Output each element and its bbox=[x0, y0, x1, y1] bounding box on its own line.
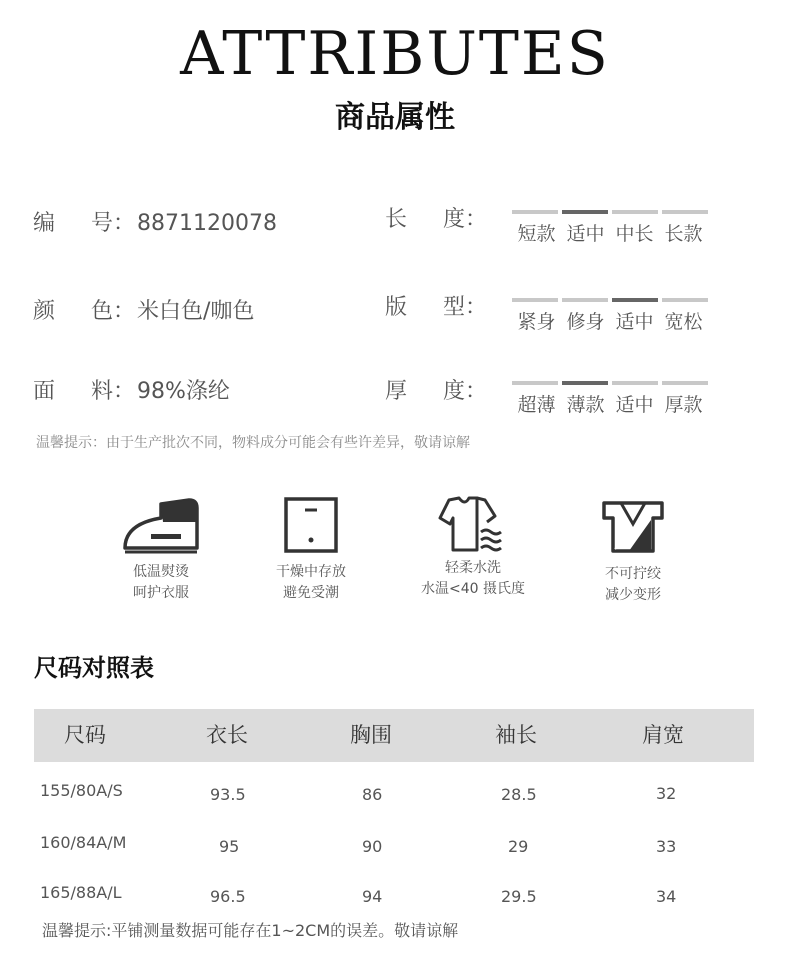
scale-length bbox=[512, 210, 708, 246]
cell-chest: 90 bbox=[362, 837, 383, 856]
scale-option: 短款 bbox=[517, 223, 556, 245]
attr-colon: ： bbox=[465, 207, 488, 232]
header-shoulder: 肩宽 bbox=[642, 723, 684, 747]
scale-bar bbox=[512, 298, 708, 302]
scale-option: 适中 bbox=[615, 311, 654, 333]
scale-fit-label-wrap bbox=[385, 293, 489, 323]
attr-fabric-value: 98%涤纶 bbox=[137, 379, 230, 404]
attr-color-value: 米白色/咖色 bbox=[137, 299, 255, 324]
header-chest: 胸围 bbox=[350, 723, 392, 747]
scale-option: 适中 bbox=[566, 223, 605, 245]
scale-length-label-wrap bbox=[385, 205, 489, 235]
scale-length-label: 长 度 bbox=[385, 207, 465, 232]
attr-code-label: 编 号 bbox=[33, 211, 113, 236]
cell-size: 165/88A/L bbox=[40, 883, 122, 902]
cell-chest: 86 bbox=[362, 785, 383, 804]
scale-fit bbox=[512, 298, 708, 334]
attr-fabric bbox=[33, 377, 230, 407]
scale-thickness bbox=[512, 381, 708, 417]
size-chart-title: 尺码对照表 bbox=[34, 654, 154, 682]
iron-icon bbox=[121, 494, 201, 556]
scale-option: 薄款 bbox=[566, 394, 605, 416]
scale-option: 紧身 bbox=[517, 311, 556, 333]
size-table-header bbox=[34, 709, 754, 762]
cell-sleeve: 28.5 bbox=[501, 785, 537, 804]
header-size: 尺码 bbox=[64, 723, 106, 747]
attr-colon: ： bbox=[113, 299, 136, 324]
tumble-dry-icon bbox=[283, 496, 339, 554]
care-item-wash bbox=[398, 494, 548, 600]
cell-shoulder: 33 bbox=[656, 837, 677, 856]
cell-sleeve: 29.5 bbox=[501, 887, 537, 906]
scale-option: 厚款 bbox=[664, 394, 703, 416]
scale-option: 适中 bbox=[615, 394, 654, 416]
attr-code-value: 8871120078 bbox=[137, 211, 277, 236]
header-length: 衣长 bbox=[206, 723, 248, 747]
material-notice: 温馨提示：由于生产批次不同，物料成分可能会有些许差异，敬请谅解 bbox=[36, 435, 470, 451]
care-item-iron bbox=[86, 494, 236, 604]
scale-bar bbox=[512, 210, 708, 214]
care-iron-line1: 低温熨烫 bbox=[133, 564, 189, 580]
attr-colon: ： bbox=[113, 211, 136, 236]
page-title-en: ATTRIBUTES bbox=[180, 19, 610, 89]
cell-length: 93.5 bbox=[210, 785, 246, 804]
scale-option: 超薄 bbox=[517, 394, 556, 416]
size-note: 温馨提示:平铺测量数据可能存在1~2CM的误差。敬请谅解 bbox=[42, 921, 459, 940]
header-sleeve: 袖长 bbox=[495, 723, 537, 747]
attr-colon: ： bbox=[465, 295, 488, 320]
care-wring-line1: 不可拧绞 bbox=[605, 566, 661, 582]
attr-code bbox=[33, 209, 277, 239]
cell-chest: 94 bbox=[362, 887, 383, 906]
scale-thickness-label: 厚 度 bbox=[385, 379, 465, 404]
attr-colon: ： bbox=[465, 379, 488, 404]
attr-color bbox=[33, 297, 254, 327]
cell-shoulder: 34 bbox=[656, 887, 677, 906]
care-wring-line2: 减少变形 bbox=[605, 587, 661, 603]
care-item-dry bbox=[236, 496, 386, 604]
attr-colon: ： bbox=[113, 379, 136, 404]
scale-option: 修身 bbox=[566, 311, 605, 333]
cell-shoulder: 32 bbox=[656, 784, 677, 803]
page-title-cn: 商品属性 bbox=[335, 100, 455, 135]
scale-option: 长款 bbox=[664, 223, 703, 245]
scale-bar bbox=[512, 381, 708, 385]
care-item-wring bbox=[558, 500, 708, 606]
cell-length: 95 bbox=[219, 837, 240, 856]
care-iron-line2: 呵护衣服 bbox=[133, 585, 189, 601]
care-wash-line2: 水温<40 摄氏度 bbox=[421, 581, 525, 597]
wash-icon bbox=[437, 494, 509, 556]
scale-option: 宽松 bbox=[664, 311, 703, 333]
care-dry-line1: 干燥中存放 bbox=[276, 564, 346, 580]
attr-color-label: 颜 色 bbox=[33, 299, 113, 324]
attr-fabric-label: 面 料 bbox=[33, 379, 113, 404]
scale-fit-label: 版 型 bbox=[385, 295, 465, 320]
scale-option: 中长 bbox=[615, 223, 654, 245]
cell-size: 155/80A/S bbox=[40, 781, 123, 800]
care-dry-line2: 避免受潮 bbox=[283, 585, 339, 601]
cell-sleeve: 29 bbox=[508, 837, 529, 856]
scale-thickness-label-wrap bbox=[385, 377, 489, 407]
no-wring-icon bbox=[601, 500, 665, 554]
cell-size: 160/84A/M bbox=[40, 833, 127, 852]
care-wash-line1: 轻柔水洗 bbox=[445, 560, 501, 576]
cell-length: 96.5 bbox=[210, 887, 246, 906]
